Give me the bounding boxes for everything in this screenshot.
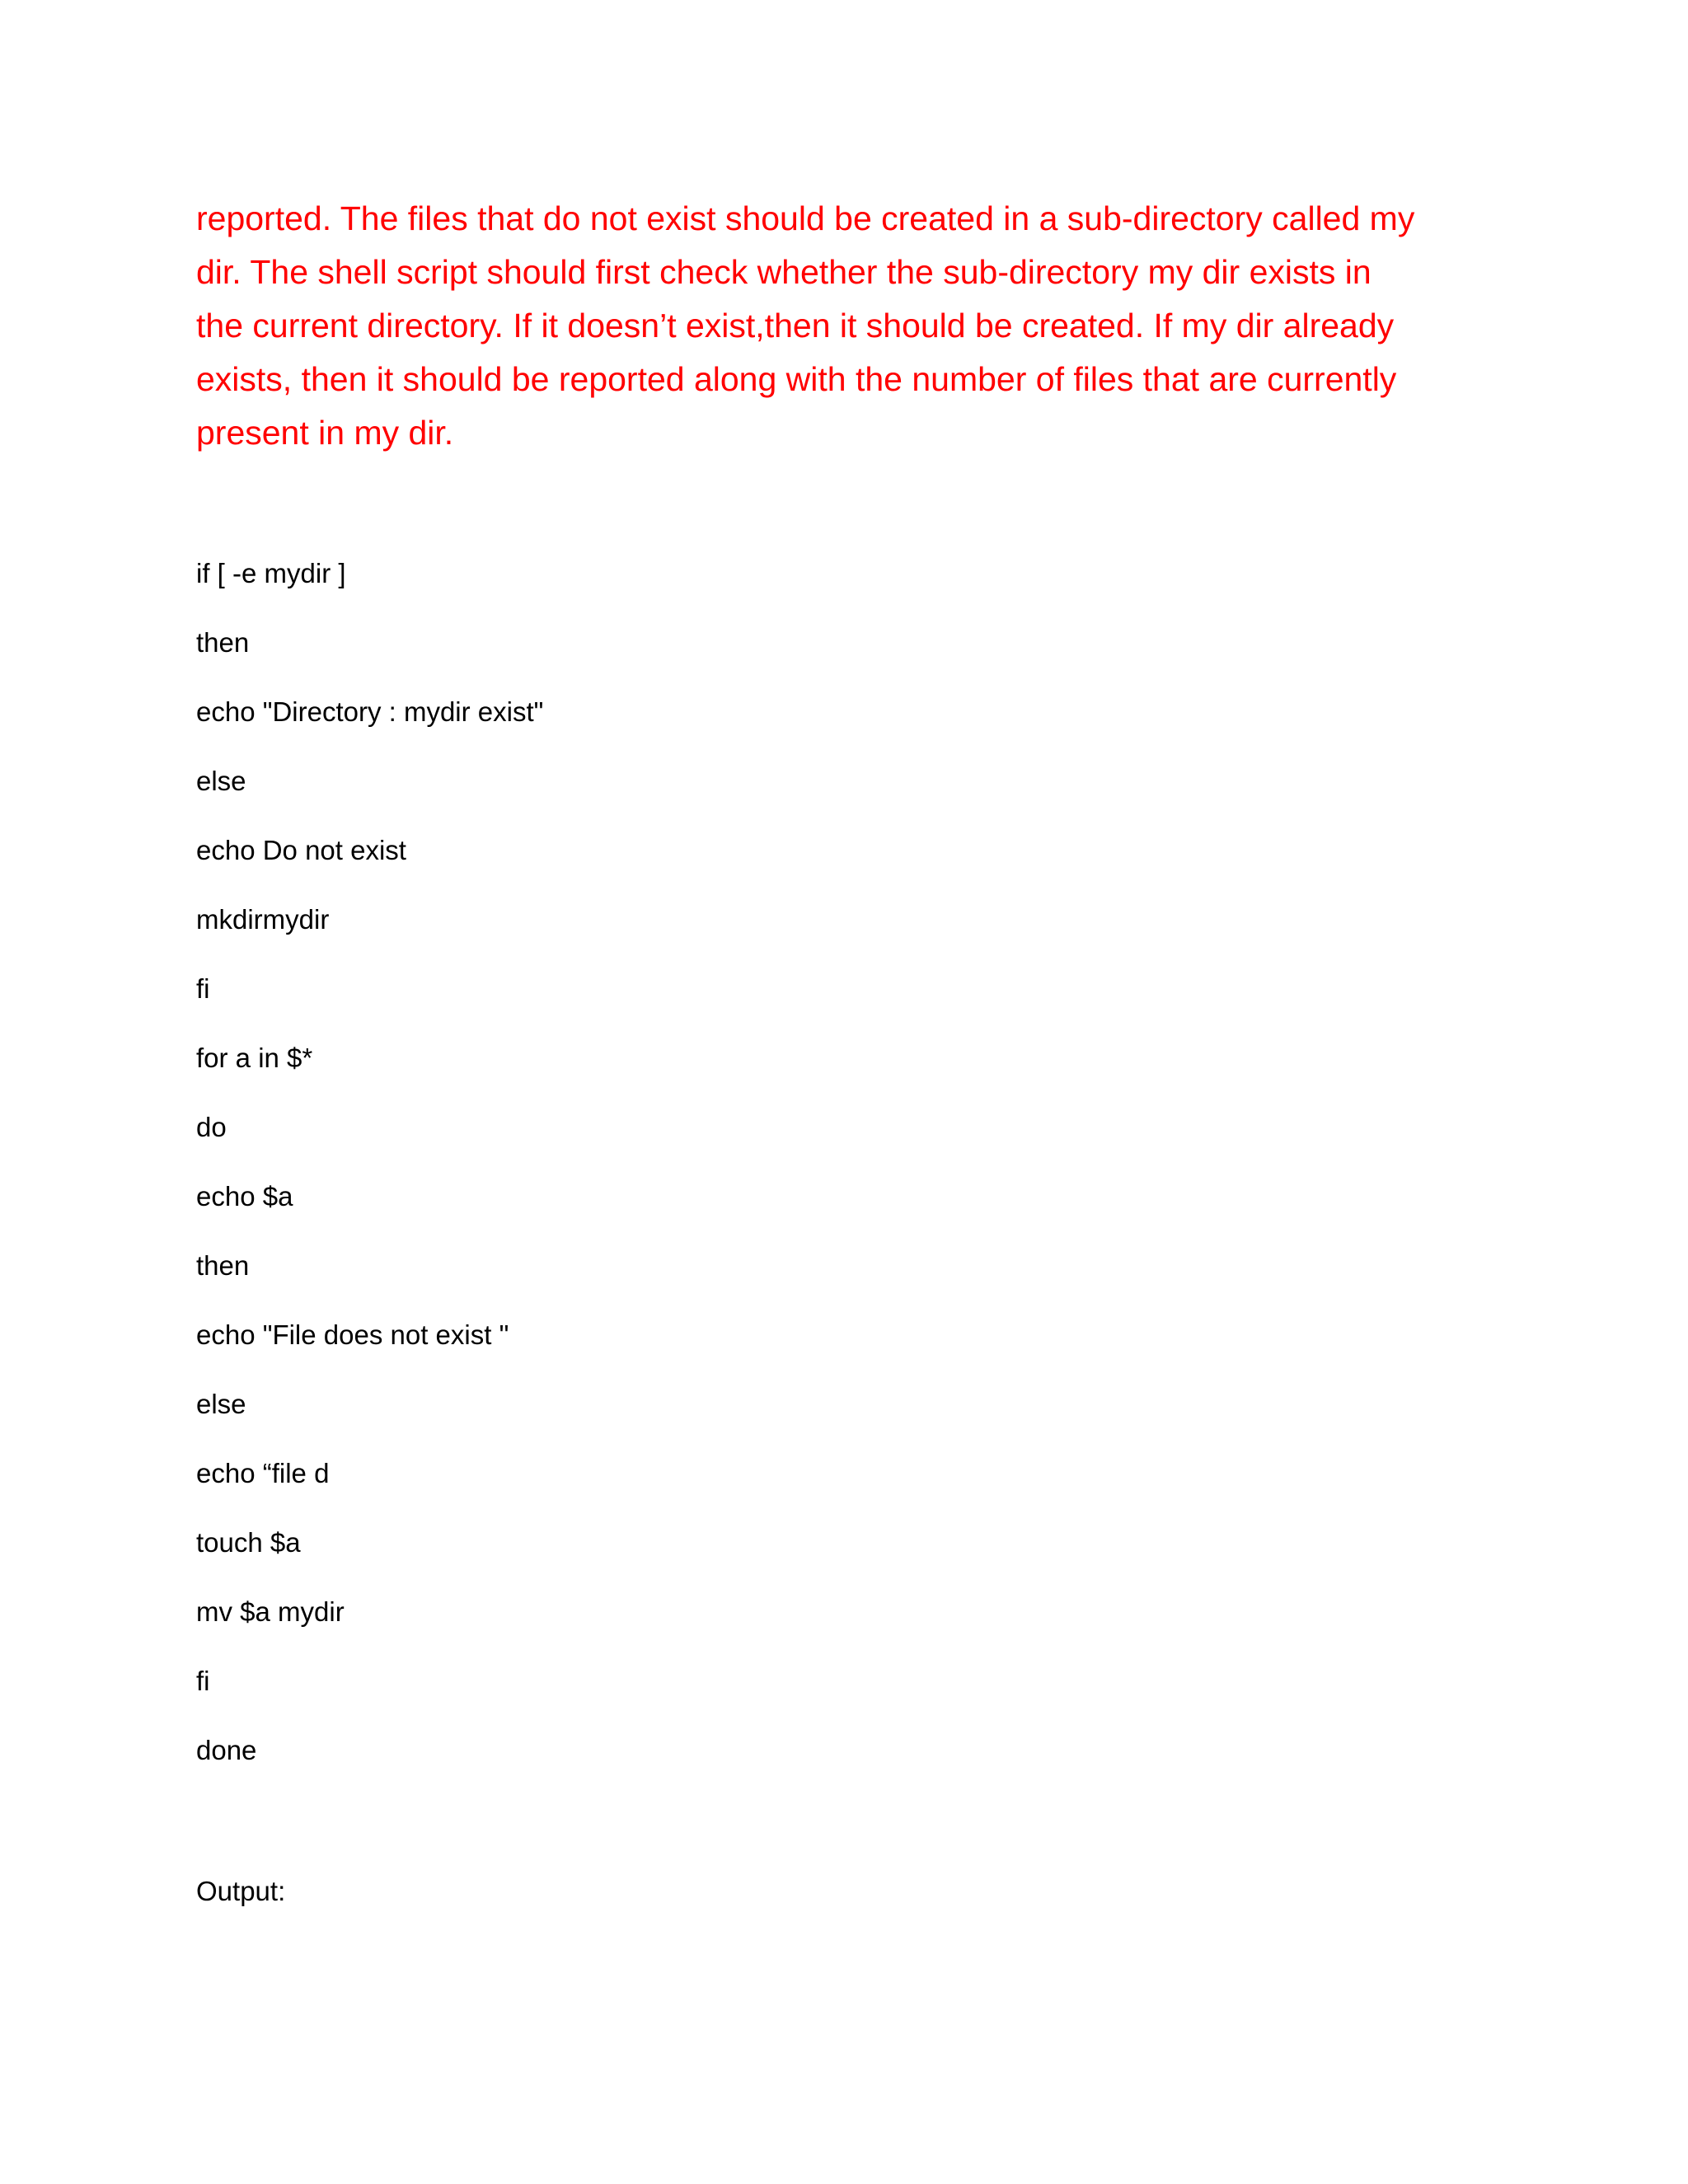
code-line: then — [196, 627, 250, 658]
question-line: exists, then it should be reported along with the number of files that are currently — [196, 360, 1397, 398]
code-line: echo "Directory : mydir exist" — [196, 696, 544, 727]
code-line: echo Do not exist — [196, 835, 406, 865]
question-line: present in my dir. — [196, 414, 454, 452]
code-line: touch $a — [196, 1527, 301, 1558]
output-label: Output: — [196, 1876, 286, 1906]
code-line: fi — [196, 1666, 210, 1696]
code-line: if [ -e mydir ] — [196, 558, 346, 588]
question-text — [196, 192, 1531, 460]
code-line: mkdirmydir — [196, 904, 330, 935]
code-line: done — [196, 1735, 257, 1765]
question-line: the current directory. If it doesn’t exist,then it should be created. If my dir already — [196, 307, 1395, 344]
question-line: reported. The files that do not exist should be created in a sub-directory called my — [196, 199, 1415, 237]
code-line: do — [196, 1112, 227, 1142]
code-line: echo “file d — [196, 1458, 330, 1488]
code-line: fi — [196, 973, 210, 1004]
code-line: mv $a mydir — [196, 1596, 345, 1627]
question-line: dir. The shell script should first check whether the sub-directory my dir exists in — [196, 253, 1372, 291]
code-line: else — [196, 766, 246, 796]
code-line: for a in $* — [196, 1043, 313, 1073]
code-line: else — [196, 1389, 246, 1419]
code-line: then — [196, 1250, 250, 1281]
code-line: echo "File does not exist " — [196, 1319, 509, 1350]
code-line: echo $a — [196, 1181, 293, 1212]
